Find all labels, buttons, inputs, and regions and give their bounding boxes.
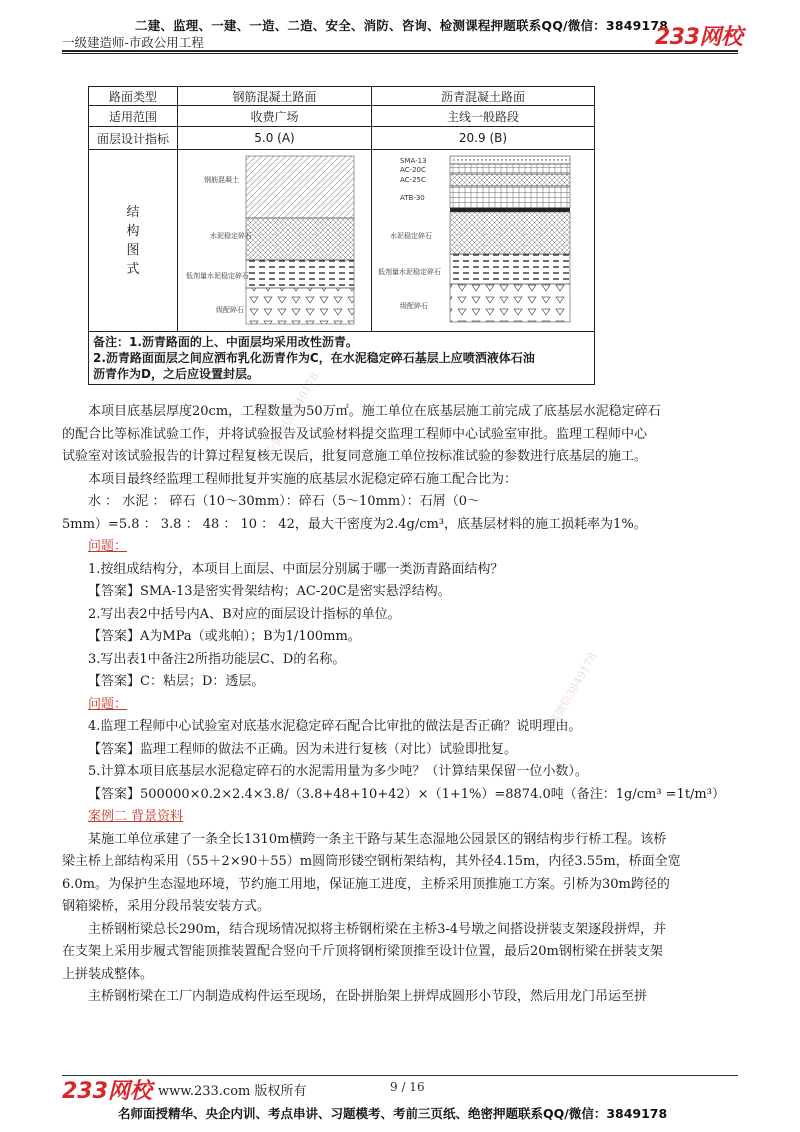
header-logo: 233网校: [655, 25, 743, 50]
header-divider: [62, 50, 738, 52]
question-heading: 问题：: [88, 539, 128, 554]
paragraph-4: 主桥钢桁梁总长290m，结合现场情况拟将主桥钢桁梁在主桥3-4号墩之间搭设拼装支架逐段拼焊，并: [88, 921, 667, 937]
paragraph-2: 本项目最终经监理工程师批复并实施的底基层水泥稳定碎石施工配合比为： 水 ： 水泥 ： 碎石（10～30mm）：碎石（5～10mm）：石屑（0～: [88, 471, 518, 509]
layer-label: 级配碎石: [400, 302, 428, 310]
table-cell: 沥青混凝土路面: [372, 87, 595, 106]
table-row: [89, 106, 595, 127]
header-promo: 二建、监理、一建、一造、二造、安全、消防、咨询、检测课程押题联系QQ/微信：3849178: [135, 18, 669, 33]
table-row: [89, 87, 595, 106]
footer-promo: 名师面授精华、央企内训、考点串讲、习题模考、考前三页纸、绝密押题联系QQ/微信：3849178: [118, 1106, 668, 1121]
layer-label: 水泥稳定碎石: [390, 232, 432, 240]
structure-diagram-asphalt: [372, 150, 595, 332]
footer-website: www.233.com 版权所有: [158, 1084, 307, 1099]
paragraph-3-cont: 梁主桥上部结构采用（55＋2×90＋55）m圆筒形镂空钢桁架结构，其外径4.15m，内径3.55m，桥面全宽 6.0m。为保护生态湿地环境，节约施工用地，保证施工进度，主桥采用顶推施工方案。引桥为30m跨径的 钢箱梁桥，采用分段吊装安装方式。: [62, 854, 681, 914]
table-cell: 5.0 (A): [178, 127, 372, 150]
layer-label: 低剂量水泥稳定碎石: [378, 268, 441, 276]
table-cell: 适用范围: [89, 106, 178, 127]
table-cell: 钢筋混凝土路面: [178, 87, 372, 106]
watermark: 专属微信3849178: [263, 370, 322, 458]
table-cell: 面层设计指标: [89, 127, 178, 150]
watermark: 专属微信3849178: [541, 650, 600, 738]
case-heading: 案例二 背景资料: [88, 809, 184, 824]
table-row-note: [89, 332, 595, 385]
layer-label: 钢筋混凝土: [204, 176, 239, 184]
paragraph-1-cont: 的配合比等标准试验工作，并将试验报告及试验材料提交监理工程师中心试验室审批。监理工程师中心 试验室对该试验报告的计算过程复核无误后，批复同意施工单位按标准试验的参数进行底基层的施工。: [62, 426, 648, 464]
table-cell: 主线一般路段: [372, 106, 595, 127]
concrete-layer-diagram: [178, 150, 371, 328]
table-note: 备注：1.沥青路面的上、中面层均采用改性沥青。 2.沥青路面面层之间应洒布乳化沥青作为C，在水泥稳定碎石基层上应喷洒液体石油 沥青作为D，之后应设置封层。: [89, 332, 595, 385]
qa-block-1: 1.按组成结构分，本项目上面层、中面层分别属于哪一类沥青路面结构？ 【答案】SMA-13是密实骨架结构；AC-20C是密实悬浮结构。 2.写出表2中括号内A、B对应的面层设计指标的单位。 【答案】A为MPa（或兆帕）；B为1/100mm。 3.写出表1中备注2所指功能层C、D的名称。 【答案】C：粘层；D：透层。: [88, 561, 504, 689]
structure-label: 结 构 图 式: [89, 150, 178, 332]
table-cell: 收费广场: [178, 106, 372, 127]
footer-divider: [62, 1075, 738, 1076]
layer-label: ATB-30: [400, 194, 425, 202]
paragraph-2-cont: 5mm）=5.8 ： 3.8 ： 48 ： 10 ： 42，最大干密度为2.4g/cm³，底基层材料的施工损耗率为1%。: [62, 516, 647, 532]
paragraph-4-cont: 在支架上采用步履式智能顶推装置配合竖向千斤顶将钢桁梁顶推至设计位置，最后20m钢桁梁在拼装支架 上拼装成整体。: [62, 944, 663, 982]
layer-label: 水泥稳定碎石: [210, 232, 252, 240]
qa-block-2: 4.监理工程师中心试验室对底基水泥稳定碎石配合比审批的做法是否正确？说明理由。 【答案】监理工程师的做法不正确。因为未进行复核（对比）试验即批复。 5.计算本项目底基层水泥稳定碎石的水泥需用量为多少吨？（计算结果保留一位小数）。 【答案】500000×0.2×2.4×3.8/（3.8+48+10+42）×（1+1%）=8874.0吨（备注：1g/cm³ =1t/m³）: [88, 719, 725, 802]
table-row: [89, 127, 595, 150]
paragraph-5: 主桥钢桁梁在工厂内制造成构件运至现场，在卧拼胎架上拼焊成圆形小节段，然后用龙门吊运至拼: [88, 989, 648, 1004]
asphalt-layer-diagram: [372, 150, 594, 328]
question-heading-2: 问题：: [88, 696, 128, 712]
layer-label: 级配碎石: [216, 306, 244, 314]
layer-label: AC-20C: [400, 166, 426, 174]
pavement-table: [88, 86, 595, 385]
table-cell: 20.9 (B): [372, 127, 595, 150]
layer-label: SMA-13: [400, 157, 427, 165]
header-subtitle: 一级建造师-市政公用工程: [62, 35, 204, 50]
layer-label: AC-25C: [400, 176, 426, 184]
header-divider-thin: [62, 53, 738, 54]
paragraph-1: 本项目底基层厚度20cm，工程数量为50万㎡。施工单位在底基层施工前完成了底基层水泥稳定碎石: [88, 404, 661, 419]
page-number: 9 / 16: [390, 1080, 425, 1094]
paragraph-3: 某施工单位承建了一条全长1310m横跨一条主干路与某生态湿地公园景区的钢结构步行桥工程。该桥: [88, 831, 667, 847]
footer-logo: 233网校: [62, 1079, 152, 1104]
layer-label: 低剂量水泥稳定碎石: [186, 272, 249, 280]
structure-diagram-concrete: [178, 150, 372, 332]
table-cell: 路面类型: [89, 87, 178, 106]
table-row-structure: [89, 150, 595, 332]
